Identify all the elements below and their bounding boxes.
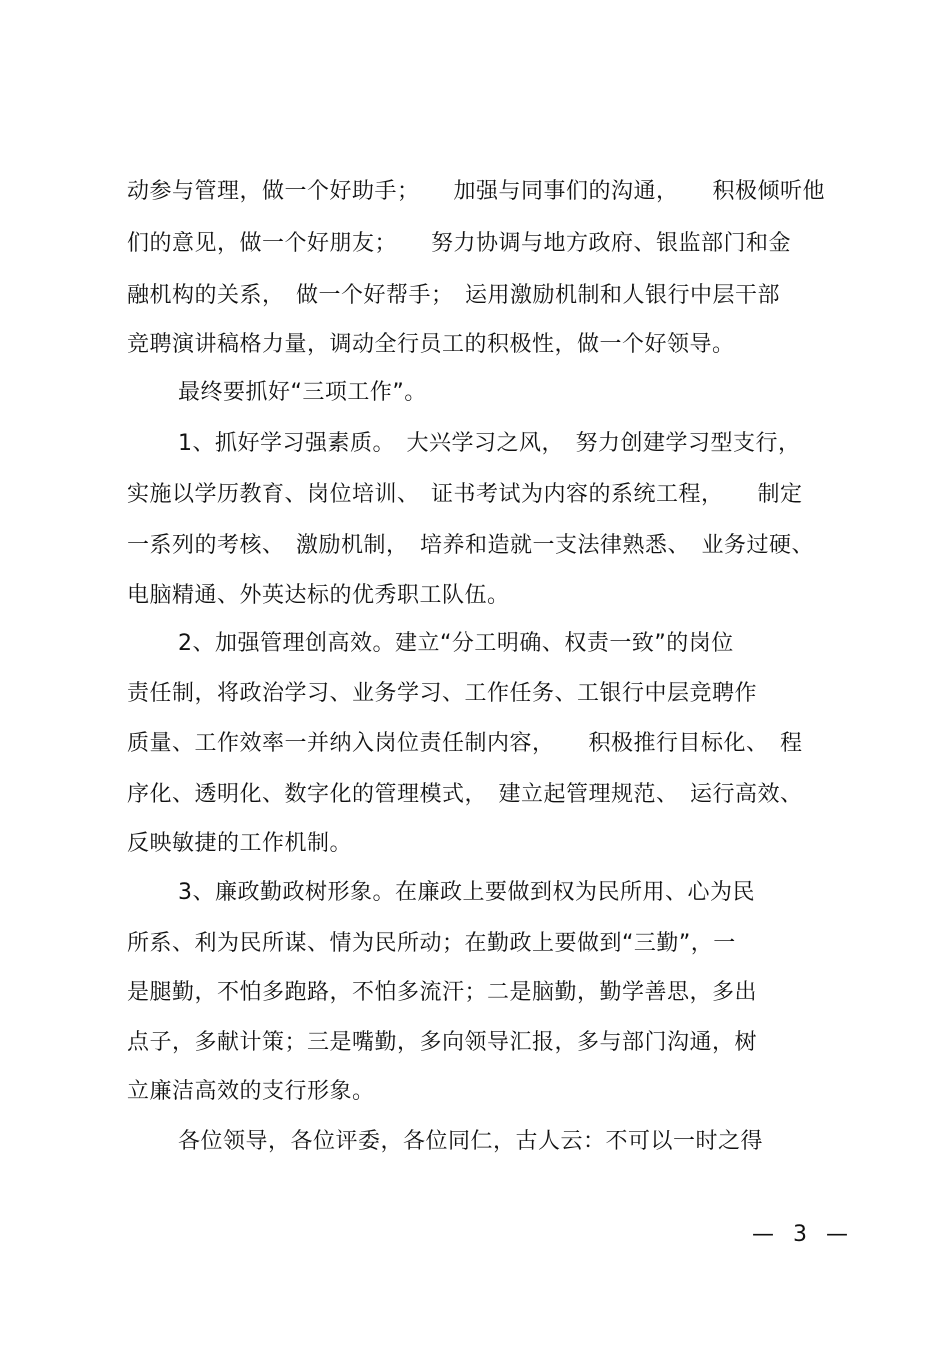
text-line-5: 最终要抓好“三项工作”。 [178,380,427,405]
text-line-11: 责任制，将政治学习、业务学习、工作任务、工银行中层竞聘作 [127,681,758,706]
text-line-17: 是腿勤，不怕多跑路，不怕多流汗；二是脑勤，勤学善思，多出 [127,980,758,1005]
text-line-10: 2、加强管理创高效。建立“分工明确、权责一致”的岗位 [178,631,734,656]
text-line-8: 一系列的考核、 激励机制， 培养和造就一支法律熟悉、 业务过硬、 [127,533,815,558]
text-line-13: 序化、透明化、数字化的管理模式， 建立起管理规范、 运行高效、 [127,782,803,807]
text-line-14: 反映敏捷的工作机制。 [127,831,353,856]
text-line-6: 1、抓好学习强素质。 大兴学习之风， 努力创建学习型支行， [178,431,801,456]
text-line-20: 各位领导，各位评委，各位同仁，古人云：不可以一时之得 [178,1129,764,1154]
text-line-15: 3、廉政勤政树形象。在廉政上要做到权为民所用、心为民 [178,880,755,905]
page-number: — 3 — [752,1222,854,1247]
text-line-18: 点子，多献计策；三是嘴勤，多向领导汇报，多与部门沟通，树 [127,1030,758,1055]
text-line-19: 立廉洁高效的支行形象。 [127,1079,375,1104]
text-line-3: 融机构的关系， 做一个好帮手； 运用激励机制和人银行中层干部 [127,283,781,308]
text-line-9: 电脑精通、外英达标的优秀职工队伍。 [127,583,510,608]
text-line-2: 们的意见，做一个好朋友； 努力协调与地方政府、银监部门和金 [127,231,792,256]
text-line-1: 动参与管理，做一个好助手； 加强与同事们的沟通， 积极倾听他 [127,179,826,204]
text-line-4: 竞聘演讲稿格力量，调动全行员工的积极性，做一个好领导。 [127,332,735,357]
text-line-12: 质量、工作效率一并纳入岗位责任制内容， 积极推行目标化、 程 [127,731,803,756]
text-line-7: 实施以学历教育、岗位培训、 证书考试为内容的系统工程， 制定 [127,482,803,507]
text-line-16: 所系、利为民所谋、情为民所动；在勤政上要做到“三勤”，一 [127,931,736,956]
